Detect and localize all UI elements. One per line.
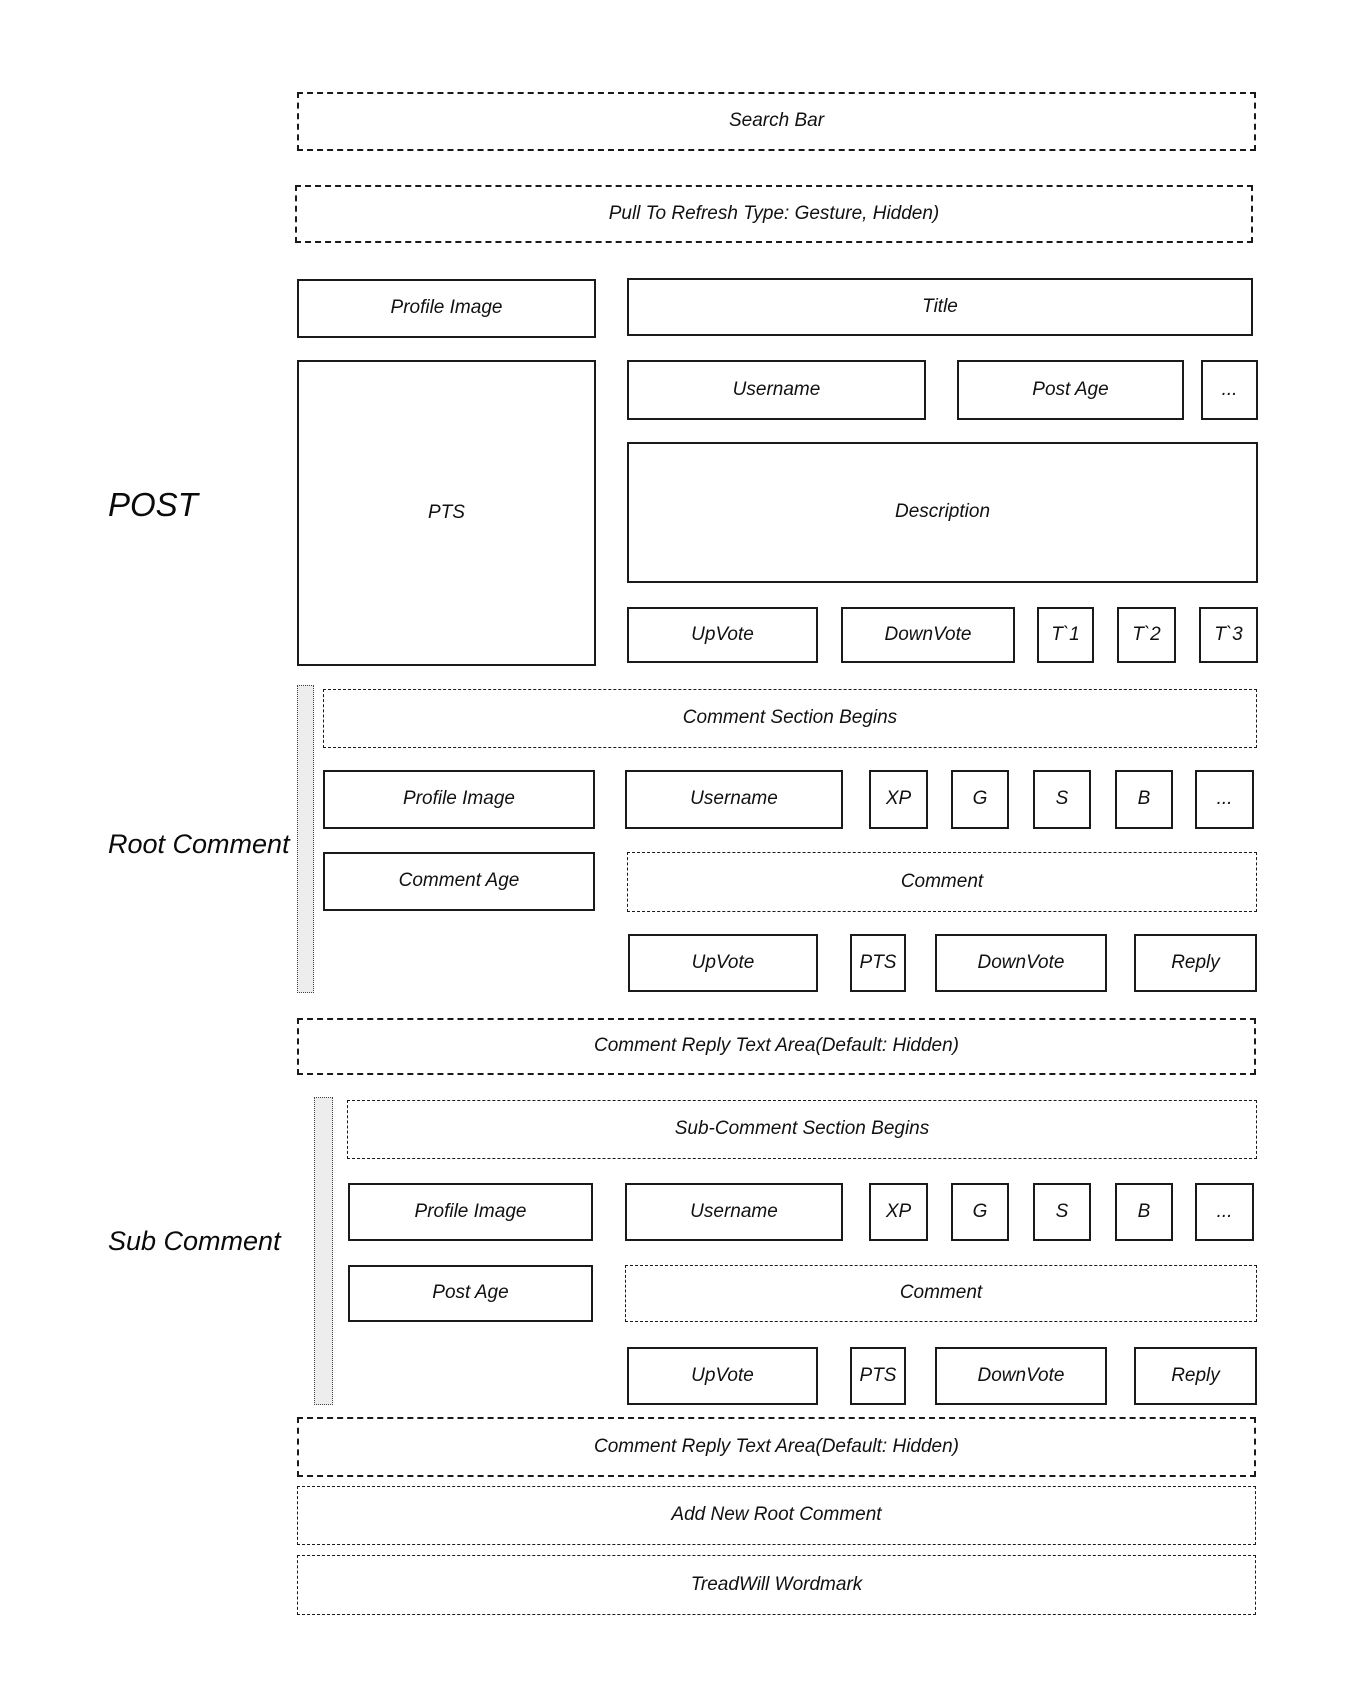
treadwill-wordmark: TreadWill Wordmark bbox=[297, 1555, 1256, 1615]
sub-comment-indent-strip bbox=[314, 1097, 333, 1405]
sub-comment-badge-xp: XP bbox=[869, 1183, 928, 1241]
sub-comment-reply-text-area[interactable]: Comment Reply Text Area(Default: Hidden) bbox=[297, 1417, 1256, 1477]
root-comment-indent-strip bbox=[297, 685, 314, 993]
root-comment-reply-button[interactable]: Reply bbox=[1134, 934, 1257, 992]
sub-comment-upvote-button[interactable]: UpVote bbox=[627, 1347, 818, 1405]
sub-comment-badge-gold: G bbox=[951, 1183, 1009, 1241]
root-comment-badge-bronze: B bbox=[1115, 770, 1173, 829]
search-bar[interactable]: Search Bar bbox=[297, 92, 1256, 151]
sub-comment-reply-button[interactable]: Reply bbox=[1134, 1347, 1257, 1405]
section-label-post: POST bbox=[108, 486, 198, 523]
post-title: Title bbox=[627, 278, 1253, 336]
root-comment-body: Comment bbox=[627, 852, 1257, 912]
sub-comment-profile-image: Profile Image bbox=[348, 1183, 593, 1241]
post-tag-3[interactable]: T`3 bbox=[1199, 607, 1258, 663]
sub-comment-badge-silver: S bbox=[1033, 1183, 1091, 1241]
root-comment-pts: PTS bbox=[850, 934, 906, 992]
root-comment-more-button[interactable]: ... bbox=[1195, 770, 1254, 829]
root-comment-reply-text-area[interactable]: Comment Reply Text Area(Default: Hidden) bbox=[297, 1018, 1256, 1075]
root-comment-badge-silver: S bbox=[1033, 770, 1091, 829]
post-more-button[interactable]: ... bbox=[1201, 360, 1258, 420]
post-username: Username bbox=[627, 360, 926, 420]
post-age: Post Age bbox=[957, 360, 1184, 420]
root-comment-profile-image: Profile Image bbox=[323, 770, 595, 829]
sub-comment-body: Comment bbox=[625, 1265, 1257, 1322]
add-new-root-comment-area[interactable]: Add New Root Comment bbox=[297, 1486, 1256, 1545]
sub-comment-section-begins-marker: Sub-Comment Section Begins bbox=[347, 1100, 1257, 1159]
sub-comment-pts: PTS bbox=[850, 1347, 906, 1405]
post-tag-1[interactable]: T`1 bbox=[1037, 607, 1094, 663]
post-downvote-button[interactable]: DownVote bbox=[841, 607, 1015, 663]
root-comment-username: Username bbox=[625, 770, 843, 829]
root-comment-downvote-button[interactable]: DownVote bbox=[935, 934, 1107, 992]
sub-comment-more-button[interactable]: ... bbox=[1195, 1183, 1254, 1241]
sub-comment-badge-bronze: B bbox=[1115, 1183, 1173, 1241]
section-label-sub-comment: Sub Comment bbox=[108, 1226, 281, 1256]
post-profile-image: Profile Image bbox=[297, 279, 596, 338]
section-label-root-comment: Root Comment bbox=[108, 829, 290, 859]
root-comment-badge-xp: XP bbox=[869, 770, 928, 829]
post-description: Description bbox=[627, 442, 1258, 583]
root-comment-badge-gold: G bbox=[951, 770, 1009, 829]
sub-comment-post-age: Post Age bbox=[348, 1265, 593, 1322]
root-comment-age: Comment Age bbox=[323, 852, 595, 911]
sub-comment-downvote-button[interactable]: DownVote bbox=[935, 1347, 1107, 1405]
post-upvote-button[interactable]: UpVote bbox=[627, 607, 818, 663]
pull-to-refresh-area[interactable]: Pull To Refresh Type: Gesture, Hidden) bbox=[295, 185, 1253, 243]
post-tag-2[interactable]: T`2 bbox=[1117, 607, 1176, 663]
root-comment-upvote-button[interactable]: UpVote bbox=[628, 934, 818, 992]
comment-section-begins-marker: Comment Section Begins bbox=[323, 689, 1257, 748]
sub-comment-username: Username bbox=[625, 1183, 843, 1241]
post-pts: PTS bbox=[297, 360, 596, 666]
